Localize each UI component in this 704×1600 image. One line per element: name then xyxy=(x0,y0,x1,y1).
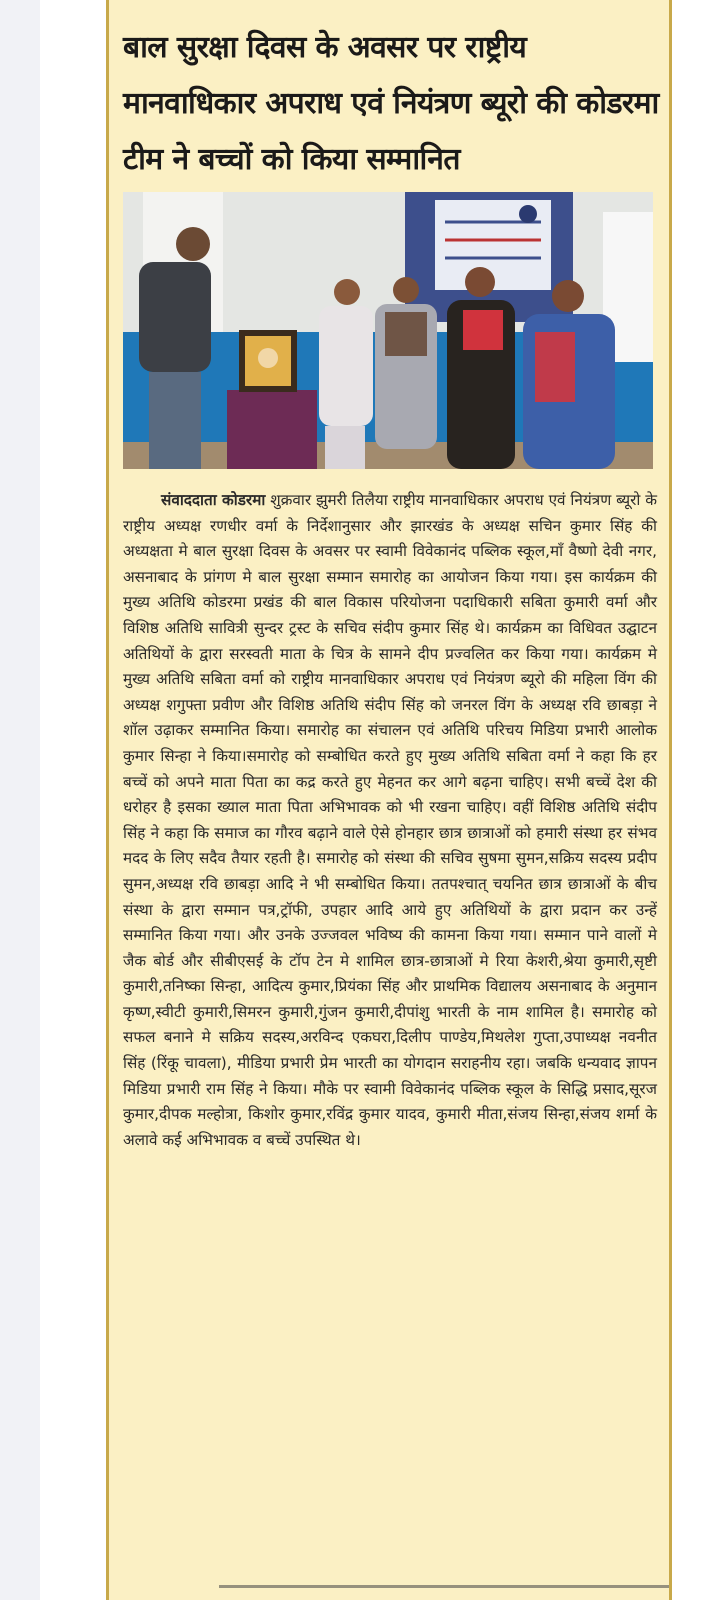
article-photo xyxy=(123,192,653,469)
article-body xyxy=(123,488,657,1153)
event-photo-illustration xyxy=(123,192,653,469)
newspaper-clipping xyxy=(106,0,672,1600)
left-margin xyxy=(0,0,40,1600)
next-article-cutoff xyxy=(219,1585,669,1600)
article-headline: बाल सुरक्षा दिवस के अवसर पर राष्ट्रीय मानवाधिकार अपराध एवं नियंत्रण ब्यूरो की कोडरमा टीम ने बच्चों को किया सम्मानित xyxy=(123,30,659,177)
article-byline: संवाददाता कोडरमा xyxy=(161,491,266,509)
page-gutter xyxy=(40,0,106,1600)
right-margin xyxy=(672,0,704,1600)
article-body-text: शुक्रवार झुमरी तिलैया राष्ट्रीय मानवाधिकार अपराध एवं नियंत्रण ब्यूरो के राष्ट्रीय अध्यक्ष रणधीर वर्मा के निर्देशानुसार और झारखंड के अध्यक्ष सचिन कुमार सिंह की अध्यक्षता मे बाल सुरक्षा दिवस के अवसर पर स्वामी विवेकानंद पब्लिक स्कूल,माँ वैष्णो देवी नगर, असनाबाद के प्रांगण मे बाल सुरक्षा सम्मान समारोह का आयोजन किया गया। इस कार्यक्रम की मुख्य अतिथि कोडरमा प्रखंड की बाल विकास परियोजना पदाधिकारी सबिता कुमारी वर्मा और विशिष्ठ अतिथि सावित्री सुन्दर ट्रस्ट के सचिव संदीप कुमार सिंह थे। कार्यक्रम का विधिवत उद्घाटन अतिथियों के द्वारा सरस्वती माता के चित्र के सामने दीप प्रज्वलित कर किया गया। कार्यक्रम मे मुख्य अतिथि सबिता वर्मा को राष्ट्रीय मानवाधिकार अपराध एवं नियंत्रण ब्यूरो की महिला विंग की अध्यक्ष शगुफ्ता प्रवीण और विशिष्ठ अतिथि संदीप सिंह को जनरल विंग के अध्यक्ष रवि छाबड़ा ने शॉल उढ़ाकर सम्मानित किया। समारोह का संचालन एवं अतिथि परिचय मिडिया प्रभारी आलोक कुमार सिन्हा ने किया।समारोह को सम्बोधित करते हुए मुख्य अतिथि सबिता वर्मा ने कहा कि हर बच्चें को अपने माता पिता का कद्र करते हुए मेहनत कर आगे बढ़ना चाहिए। सभी बच्चें देश की धरोहर है इसका ख्याल माता पिता अभिभावक को भी रखना चाहिए। वहीं विशिष्ठ अतिथि संदीप सिंह ने कहा कि समाज का गौरव बढ़ाने वाले ऐसे होनहार छात्र छात्राओं को हमारी संस्था हर संभव मदद के लिए सदैव तैयार रहती है। समारोह को संस्था की सचिव सुषमा सुमन,सक्रिय सदस्य प्रदीप सुमन,अध्यक्ष रवि छाबड़ा आदि ने भी सम्बोधित किया। ततपश्चात् चयनित छात्र छात्राओं के बीच संस्था के द्वारा सम्मान पत्र,ट्रॉफी, उपहार आदि आये हुए अतिथियों के द्वारा प्रदान कर उन्हें सम्मानित किया गया। और उनके उज्जवल भविष्य की कामना किया गया। सम्मान पाने वालों मे जैक बोर्ड और सीबीएसई के टॉप टेन मे शामिल छात्र-छात्राओं मे रिया केशरी,श्रेया कुमारी,सृष्टी कुमारी,तनिष्का सिन्हा, आदित्य कुमार,प्रियंका सिंह और प्राथमिक विद्यालय असनाबाद के अनुमान कृष्ण,स्वीटी कुमारी,सिमरन कुमारी,गुंजन कुमारी,दीपांशु भारती के नाम शामिल है। समारोह को सफल बनाने मे सक्रिय सदस्य,अरविन्द एकघरा,दिलीप पाण्डेय,मिथलेश गुप्ता,उपाध्यक्ष नवनीत सिंह (रिंकू चावला), मीडिया प्रभारी प्रेम भारती का योगदान सराहनीय रहा। जबकि धन्यवाद ज्ञापन मिडिया प्रभारी राम सिंह ने किया। मौके पर स्वामी विवेकानंद पब्लिक स्कूल के सिद्धि प्रसाद,सूरज कुमार,दीपक मल्होत्रा, किशोर कुमार,रविंद्र कुमार यादव, कुमारी मीता,संजय सिन्हा,संजय शर्मा के अलावे कई अभिभावक व बच्चें उपस्थित थे। xyxy=(123,491,657,1149)
